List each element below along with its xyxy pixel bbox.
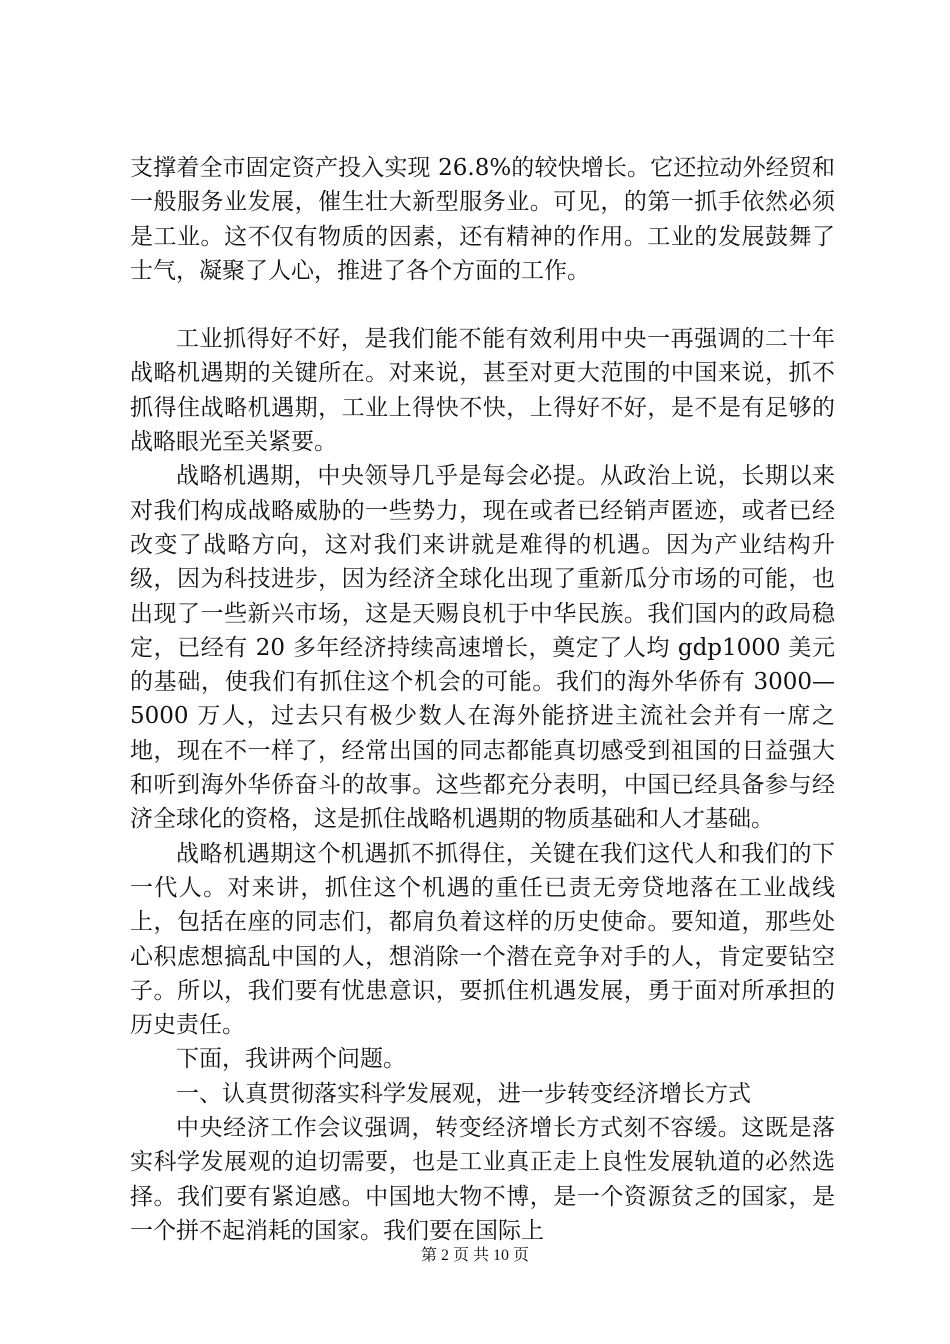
paragraph-3: 战略机遇期，中央领导几乎是每会必提。从政治上说，长期以来对我们构成战略威胁的一些势力，现在或者已经销声匿迹，或者已经改变了战略方向，这对我们来讲就是难得的机遇。因为产业结构升级，因为科技进步，因为经济全球化出现了重新瓜分市场的可能，也出现了一些新兴市场，这是天赐良机于中华民族。我们国内的政局稳定，已经有 20 多年经济持续高速增长，奠定了人均 gdp1000 美元的基础，使我们有抓住这个机会的可能。我们的海外华侨有 3000—5000 万人，过去只有极少数人在海外能挤进主流社会并有一席之地，现在不一样了，经常出国的同志都能真切感受到祖国的日益强大和听到海外华侨奋斗的故事。这些都充分表明，中国已经具备参与经济全球化的资格，这是抓住战略机遇期的物质基础和人才基础。 xyxy=(130,463,835,833)
paragraph-6: 中央经济工作会议强调，转变经济增长方式刻不容缓。这既是落实科学发展观的迫切需要，也是工业真正走上良性发展轨道的必然选择。我们要有紧迫感。中国地大物不博，是一个资源贫乏的国家，是一个拼不起消耗的国家。我们要在国际上 xyxy=(130,1115,835,1244)
page-number-footer: 第 2 页 共 10 页 xyxy=(420,1247,529,1264)
document-body xyxy=(130,151,835,1248)
section-heading: 一、认真贯彻落实科学发展观，进一步转变经济增长方式 xyxy=(176,1080,751,1107)
paragraph-4: 战略机遇期这个机遇抓不抓得住，关键在我们这代人和我们的下一代人。对来讲，抓住这个机遇的重任已责无旁贷地落在工业战线上，包括在座的同志们，都肩负着这样的历史使命。要知道，那些处心积虑想搞乱中国的人，想消除一个潜在竞争对手的人，肯定要钻空子。所以，我们要有忧患意识，要抓住机遇发展，勇于面对所承担的历史责任。 xyxy=(130,840,835,1039)
paragraph-5: 下面，我讲两个问题。 xyxy=(176,1046,406,1073)
paragraph-2: 工业抓得好不好，是我们能不能有效利用中央一再强调的二十年战略机遇期的关键所在。对来说，甚至对更大范围的中国来说，抓不抓得住战略机遇期，工业上得快不快，上得好不好，是不是有足够的战略眼光至关紧要。 xyxy=(130,326,835,456)
paragraph-1: 支撑着全市固定资产投入实现 26.8%的较快增长。它还拉动外经贸和一般服务业发展，催生壮大新型服务业。可见，的第一抓手依然必须是工业。这不仅有物质的因素，还有精神的作用。工业的发展鼓舞了士气，凝聚了人心，推进了各个方面的工作。 xyxy=(130,155,835,284)
